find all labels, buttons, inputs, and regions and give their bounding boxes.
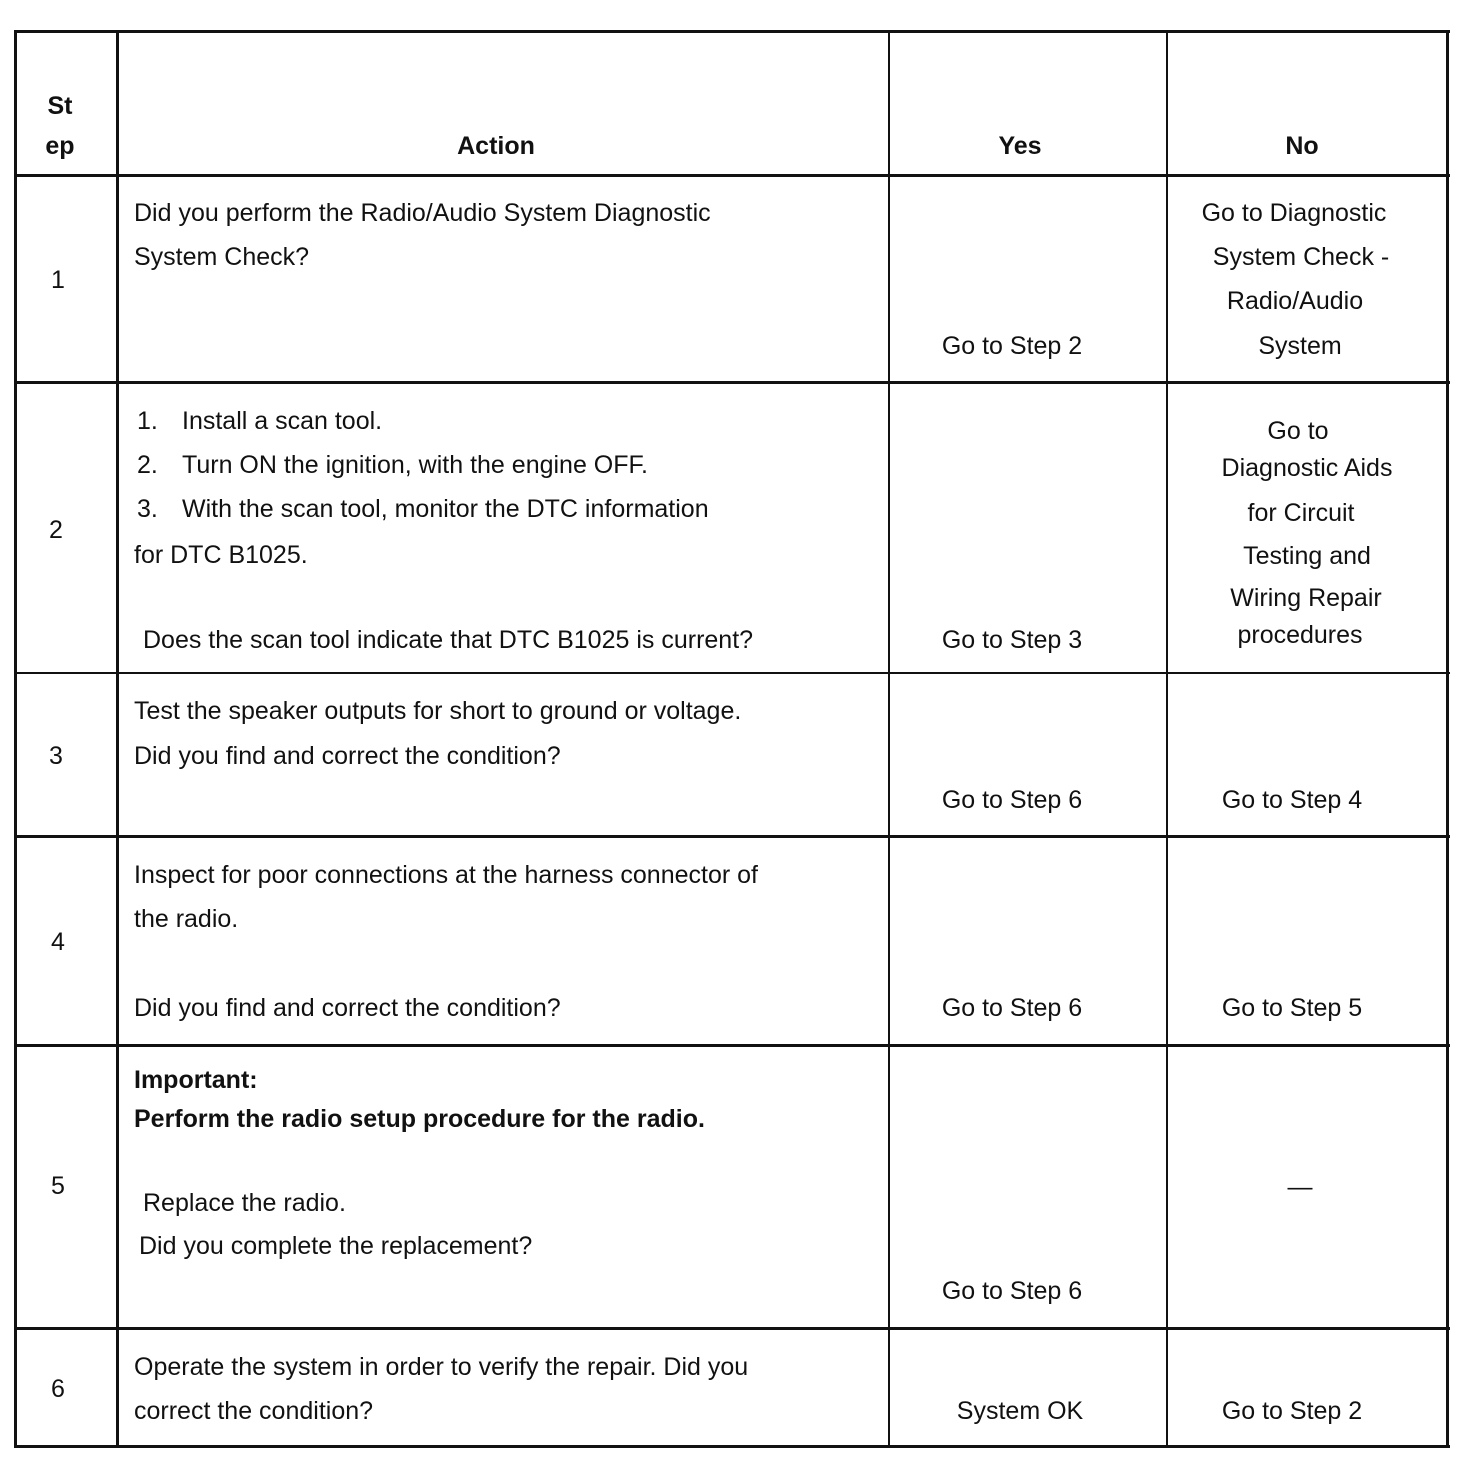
- list-number: 3.: [137, 495, 158, 523]
- step-number: 6: [51, 1375, 65, 1403]
- column-divider: [888, 30, 890, 1448]
- step-number: 2: [49, 516, 63, 544]
- no-outcome: Testing and: [1243, 542, 1371, 570]
- action-text: Replace the radio.: [143, 1189, 346, 1217]
- table-border-right: [1446, 30, 1449, 1448]
- step-number: 5: [51, 1172, 65, 1200]
- important-note: Perform the radio setup procedure for the radio.: [134, 1105, 705, 1133]
- column-divider: [116, 30, 119, 1448]
- row-divider: [14, 1044, 1450, 1047]
- table-border-left: [14, 30, 17, 1448]
- header-yes: Yes: [998, 132, 1042, 160]
- action-text: for DTC B1025.: [134, 541, 308, 569]
- no-outcome: Go to Step 2: [1221, 1397, 1363, 1425]
- action-question: Did you complete the replacement?: [139, 1232, 533, 1260]
- header-action: Action: [457, 132, 535, 160]
- table-border-bottom: [14, 1445, 1450, 1448]
- no-outcome: Go to Diagnostic: [1201, 199, 1387, 227]
- yes-outcome: Go to Step 2: [941, 332, 1083, 360]
- step-number: 4: [51, 928, 65, 956]
- no-outcome: for Circuit: [1247, 499, 1355, 527]
- no-outcome: System: [1258, 332, 1342, 360]
- row-divider: [14, 381, 1450, 384]
- yes-outcome: System OK: [956, 1397, 1084, 1425]
- row-divider: [14, 1327, 1450, 1330]
- no-outcome: System Check -: [1212, 243, 1390, 271]
- action-question: correct the condition?: [134, 1397, 374, 1425]
- header-step-line-2: ep: [45, 132, 75, 160]
- no-outcome: Diagnostic Aids: [1221, 454, 1393, 482]
- header-no: No: [1285, 132, 1319, 160]
- action-text: Turn ON the ignition, with the engine OFF.: [182, 451, 648, 479]
- action-text: Install a scan tool.: [182, 407, 383, 435]
- yes-outcome: Go to Step 6: [941, 786, 1083, 814]
- no-outcome: Go to Step 4: [1221, 786, 1363, 814]
- list-number: 2.: [137, 451, 158, 479]
- yes-outcome: Go to Step 6: [941, 994, 1083, 1022]
- list-number: 1.: [137, 407, 158, 435]
- step-number: 3: [49, 742, 63, 770]
- action-question: Did you find and correct the condition?: [134, 742, 561, 770]
- action-text: Inspect for poor connections at the harness connector of: [134, 861, 758, 889]
- row-divider: [14, 672, 1450, 674]
- action-question: Does the scan tool indicate that DTC B1025 is current?: [143, 626, 754, 654]
- yes-outcome: Go to Step 3: [941, 626, 1083, 654]
- no-outcome: Go to Step 5: [1221, 994, 1363, 1022]
- important-label: Important:: [134, 1066, 258, 1094]
- header-divider: [14, 174, 1450, 177]
- no-outcome: Radio/Audio: [1226, 287, 1364, 315]
- action-text: the radio.: [134, 905, 239, 933]
- no-outcome-dash: —: [1287, 1173, 1313, 1201]
- action-text: With the scan tool, monitor the DTC information: [182, 495, 709, 523]
- action-text: Operate the system in order to verify the repair. Did you: [134, 1353, 749, 1381]
- action-question: Did you find and correct the condition?: [134, 994, 561, 1022]
- step-number: 1: [51, 266, 65, 294]
- no-outcome: procedures: [1237, 621, 1363, 649]
- yes-outcome: Go to Step 6: [941, 1277, 1083, 1305]
- action-text: Test the speaker outputs for short to ground or voltage.: [134, 697, 742, 725]
- row-divider: [14, 835, 1450, 838]
- column-divider: [1166, 30, 1168, 1448]
- no-outcome: Go to: [1267, 417, 1329, 445]
- action-text: System Check?: [134, 243, 310, 271]
- header-step-line-1: St: [47, 92, 73, 120]
- no-outcome: Wiring Repair: [1230, 584, 1382, 612]
- action-text: Did you perform the Radio/Audio System Diagnostic: [134, 199, 711, 227]
- table-border-top: [14, 30, 1450, 33]
